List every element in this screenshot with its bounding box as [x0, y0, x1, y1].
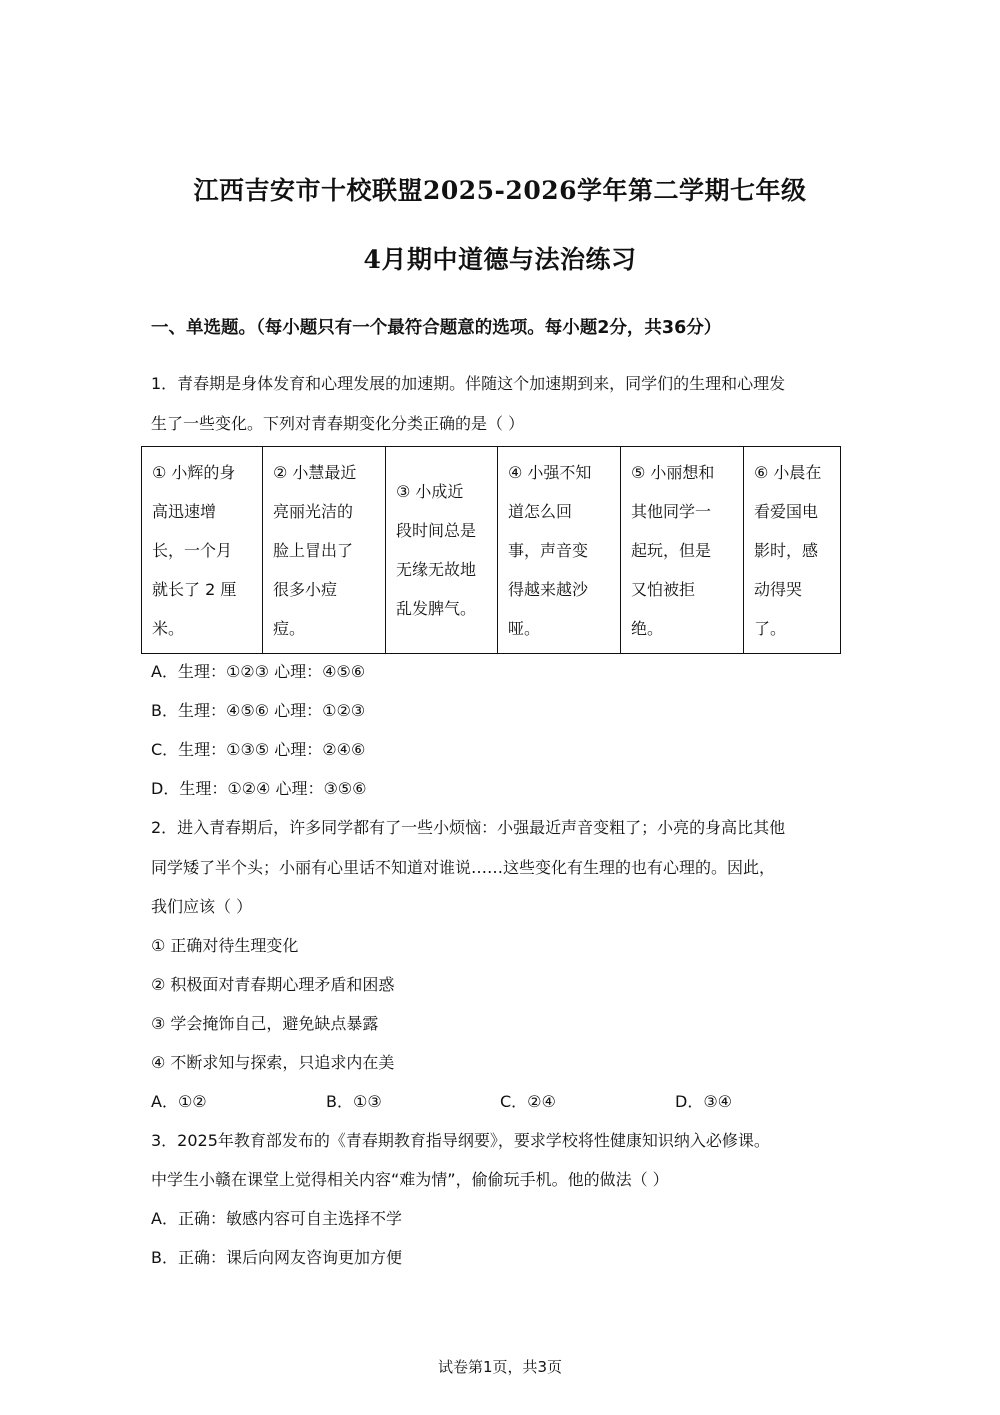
q3-stem-line-2: 中学生小赣在课堂上觉得相关内容“难为情”，偷偷玩手机。他的做法（ ） [151, 1170, 669, 1189]
table-cell-5: ⑤ 小丽想和 其他同学一 起玩，但是 又怕被拒 绝。 [621, 447, 744, 654]
q2-item-1: ① 正确对待生理变化 [151, 936, 299, 955]
q1-option-c: C．生理：①③⑤ 心理：②④⑥ [151, 740, 366, 759]
q2-stem-line-3: 我们应该（ ） [151, 897, 253, 916]
q1-change-table [141, 446, 841, 654]
q1-option-d: D．生理：①②④ 心理：③⑤⑥ [151, 779, 367, 798]
q2-option-b: B．①③ [326, 1092, 382, 1111]
q1-stem-line-2: 生了一些变化。下列对青春期变化分类正确的是（ ） [151, 414, 525, 433]
q3-option-a: A．正确：敏感内容可自主选择不学 [151, 1209, 402, 1228]
q2-option-a: A．①② [151, 1092, 207, 1111]
q2-stem-line-1: 2．进入青春期后，许多同学都有了一些小烦恼：小强最近声音变粗了；小亮的身高比其他 [151, 818, 786, 837]
q2-stem-line-2: 同学矮了半个头；小丽有心里话不知道对谁说……这些变化有生理的也有心理的。因此， [151, 858, 776, 877]
section-heading: 一、单选题。（每小题只有一个最符合题意的选项。每小题2分，共36分） [151, 318, 722, 338]
q2-item-2: ② 积极面对青春期心理矛盾和困惑 [151, 975, 395, 994]
page-footer: 试卷第1页，共3页 [437, 1358, 563, 1376]
q2-option-d: D．③④ [675, 1092, 733, 1111]
q1-option-b: B．生理：④⑤⑥ 心理：①②③ [151, 701, 366, 720]
q2-item-4: ④ 不断求知与探索，只追求内在美 [151, 1053, 395, 1072]
q2-option-c: C．②④ [500, 1092, 556, 1111]
table-cell-1: ① 小辉的身 高迅速增 长，一个月 就长了 2 厘 米。 [142, 447, 263, 654]
q3-stem-line-1: 3．2025年教育部发布的《青春期教育指导纲要》，要求学校将性健康知识纳入必修课。 [151, 1131, 770, 1150]
table-cell-2: ② 小慧最近 亮丽光洁的 脸上冒出了 很多小痘 痘。 [263, 447, 386, 654]
q1-stem-line-1: 1．青春期是身体发育和心理发展的加速期。伴随这个加速期到来，同学们的生理和心理发 [151, 374, 786, 393]
table-cell-4: ④ 小强不知 道怎么回 事，声音变 得越来越沙 哑。 [498, 447, 621, 654]
exam-title-line-2: 4月期中道德与法治练习 [363, 245, 637, 274]
table-cell-3: ③ 小成近 段时间总是 无缘无故地 乱发脾气。 [386, 447, 498, 654]
exam-title-line-1: 江西吉安市十校联盟2025-2026学年第二学期七年级 [193, 176, 807, 205]
q3-option-b: B．正确：课后向网友咨询更加方便 [151, 1248, 402, 1267]
table-cell-6: ⑥ 小晨在 看爱国电 影时，感 动得哭 了。 [744, 447, 841, 654]
q2-item-3: ③ 学会掩饰自己，避免缺点暴露 [151, 1014, 379, 1033]
q1-option-a: A．生理：①②③ 心理：④⑤⑥ [151, 662, 366, 681]
